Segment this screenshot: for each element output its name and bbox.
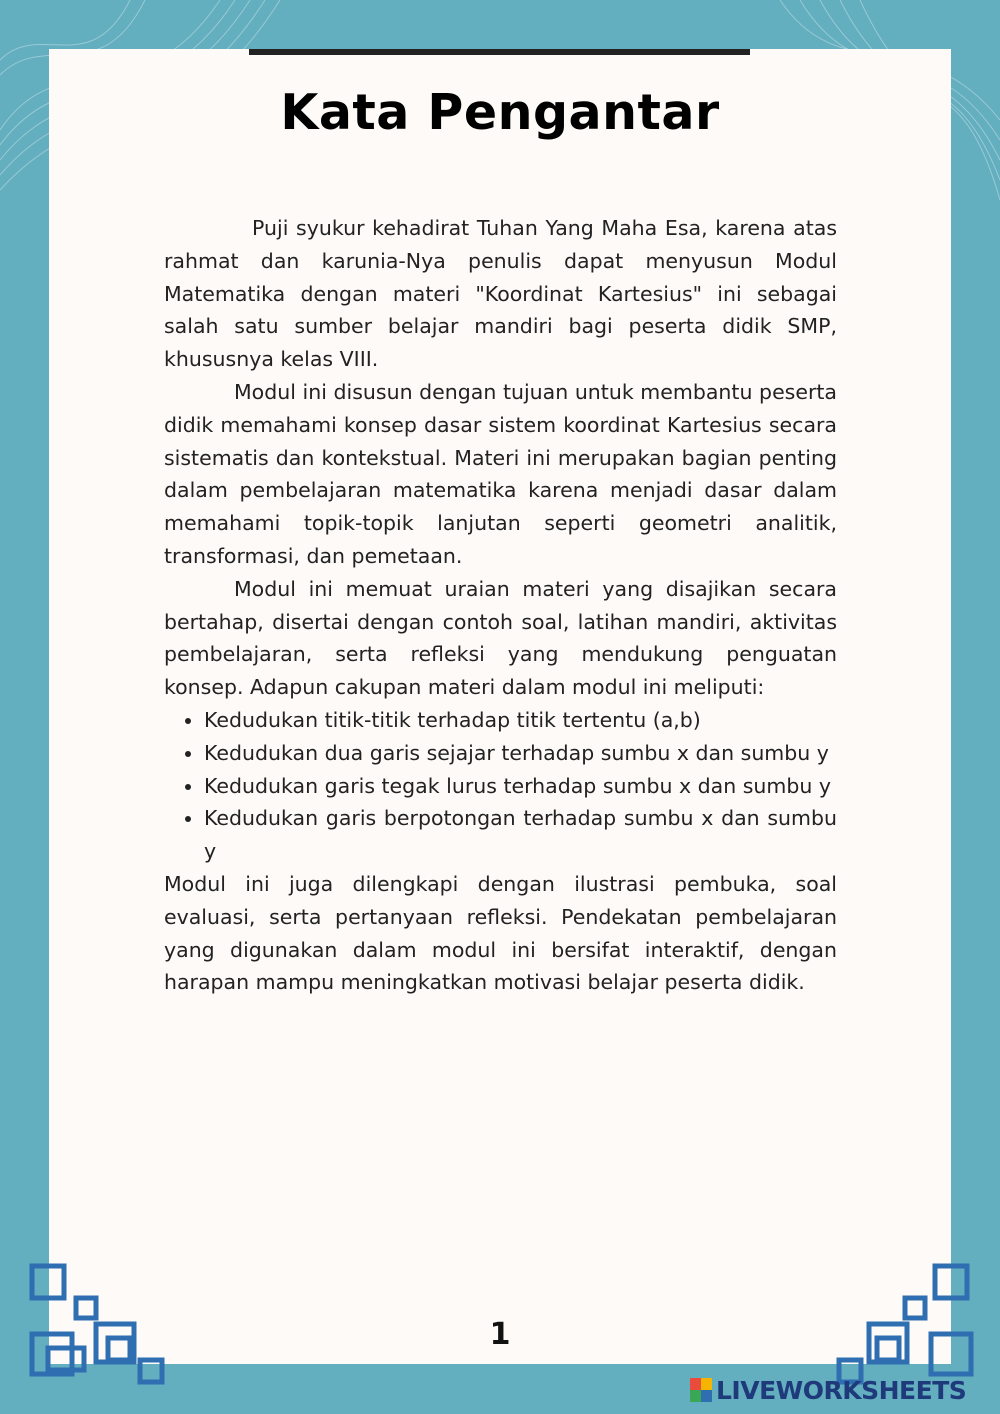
list-item: • Kedudukan garis berpotongan terhadap sumbu x dan sumbu y [204, 802, 837, 868]
brand-name: LIVEWORKSHEETS [716, 1375, 967, 1405]
document-body [164, 212, 837, 999]
page-title: Kata Pengantar [280, 84, 720, 141]
topic-list [164, 704, 837, 868]
page-number: 1 [489, 1317, 511, 1352]
list-item: • Kedudukan titik-titik terhadap titik tertentu (a,b) [204, 704, 837, 737]
decorative-squares-right [835, 1262, 975, 1388]
paragraph-purpose: Modul ini disusun dengan tujuan untuk membantu peserta didik memahami konsep dasar sistem koordinat Kartesius secara sistematis dan kontekstual. Materi ini merupakan bagian penting dalam pembelajaran matematika karena menjadi dasar dalam memahami topik-topik lanjutan seperti geometri analitik, transformasi, dan pemetaan. [164, 379, 837, 568]
top-divider [249, 49, 750, 55]
list-item: • Kedudukan dua garis sejajar terhadap sumbu x dan sumbu y [204, 737, 837, 770]
decorative-squares-left [28, 1262, 168, 1388]
liveworksheets-brand[interactable] [690, 1372, 966, 1408]
paragraph-contents: Modul ini memuat uraian materi yang disajikan secara bertahap, disertai dengan contoh soal, latihan mandiri, aktivitas pembelajaran, serta refleksi yang mendukung penguatan konsep. Adapun cakupan materi dalam modul ini meliputi: [164, 576, 837, 700]
liveworksheets-logo-icon [690, 1378, 712, 1402]
list-item: • Kedudukan garis tegak lurus terhadap sumbu x dan sumbu y [204, 770, 837, 803]
paragraph-intro: Puji syukur kehadirat Tuhan Yang Maha Esa, karena atas rahmat dan karunia-Nya penulis dapat menyusun Modul Matematika dengan materi "Koordinat Kartesius" ini sebagai salah satu sumber belajar mandiri bagi peserta didik SMP, khususnya kelas VIII. [164, 216, 837, 372]
paragraph-closing: Modul ini juga dilengkapi dengan ilustrasi pembuka, soal evaluasi, serta pertanyaan refleksi. Pendekatan pembelajaran yang digunakan dalam modul ini bersifat interaktif, dengan harapan mampu meningkatkan motivasi belajar peserta didik. [164, 871, 837, 995]
document-page [49, 49, 951, 1364]
